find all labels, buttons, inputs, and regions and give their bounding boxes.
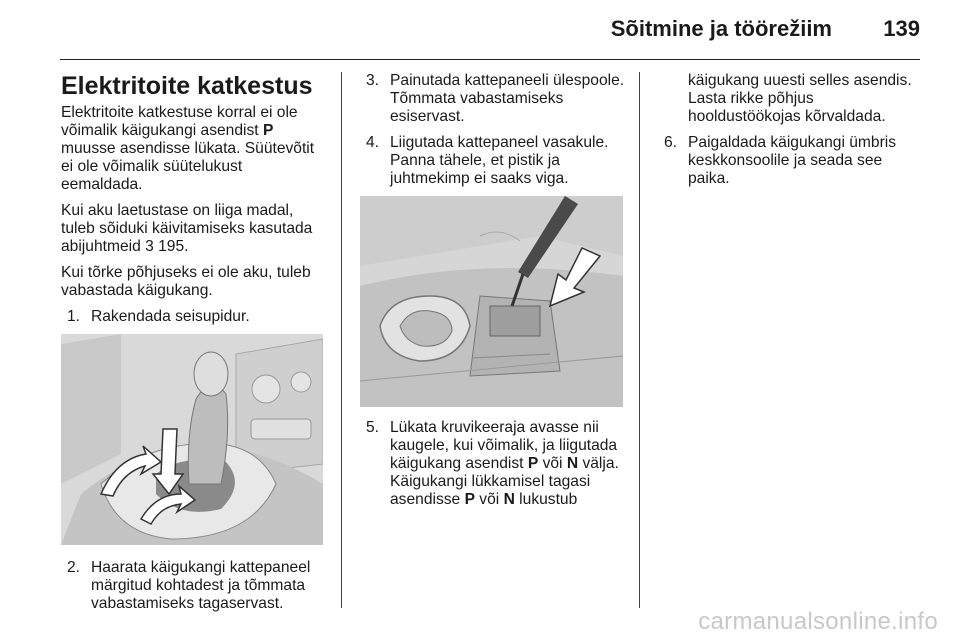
paragraph: Elektritoite katkestuse korral ei ole võimalik käigukangi asendist P muusse asendisse lükata. Süütevõtit ei ole võimalik süütelukust eemaldada. xyxy=(61,104,315,193)
gear-lever-illustration xyxy=(61,334,323,545)
step-4: 4. Liigutada kattepaneel vasakule. Panna tähele, et pistik ja juhtmekimp ei saaks viga. xyxy=(366,134,609,187)
column-2 xyxy=(360,72,625,517)
column-1 xyxy=(61,72,327,621)
screwdriver-illustration xyxy=(360,196,623,407)
page-header xyxy=(60,14,920,54)
paragraph: Kui tõrke põhjuseks ei ole aku, tuleb vabastada käigukang. xyxy=(61,264,311,299)
step-2: 2. Haarata käigukangi kattepaneel märgitud kohtadest ja tõmmata vabastamiseks tagaservast. xyxy=(67,559,311,612)
step-5-continued: käigukang uuesti selles asendis. Lasta rikke põhjus hooldustöökojas kõrvaldada. xyxy=(688,72,912,125)
step-3: 3. Painutada kattepaneeli ülespoole. Tõmmata vabastamiseks esiservast. xyxy=(366,72,625,125)
column-divider xyxy=(639,72,640,608)
chapter-title: Sõitmine ja töörežiim xyxy=(610,16,832,41)
header-rule xyxy=(60,59,920,60)
page-reference-icon: 3 xyxy=(145,238,154,255)
column-3 xyxy=(658,72,923,196)
section-heading: Elektritoite katkestus xyxy=(61,72,313,100)
watermark: carmanualsonline.info xyxy=(698,608,938,635)
step-1: 1. Rakendada seisupidur. xyxy=(67,308,250,325)
step-6: 6. Paigaldada käigukangi ümbris keskkonsoolile ja seada see paika. xyxy=(664,134,897,187)
column-divider xyxy=(341,72,342,608)
page-number: 139 xyxy=(883,16,920,41)
step-5: 5. Lükata kruvikeeraja avasse nii kaugele, kui võimalik, ja liigutada käigukang asendist P või N välja. Käigukangi lükkamisel tagasi asendisse P või N lukustub xyxy=(366,419,619,508)
paragraph: Kui aku laetustase on liiga madal, tuleb sõiduki käivitamiseks kasutada abijuhtmeid 3 195. xyxy=(61,202,313,255)
